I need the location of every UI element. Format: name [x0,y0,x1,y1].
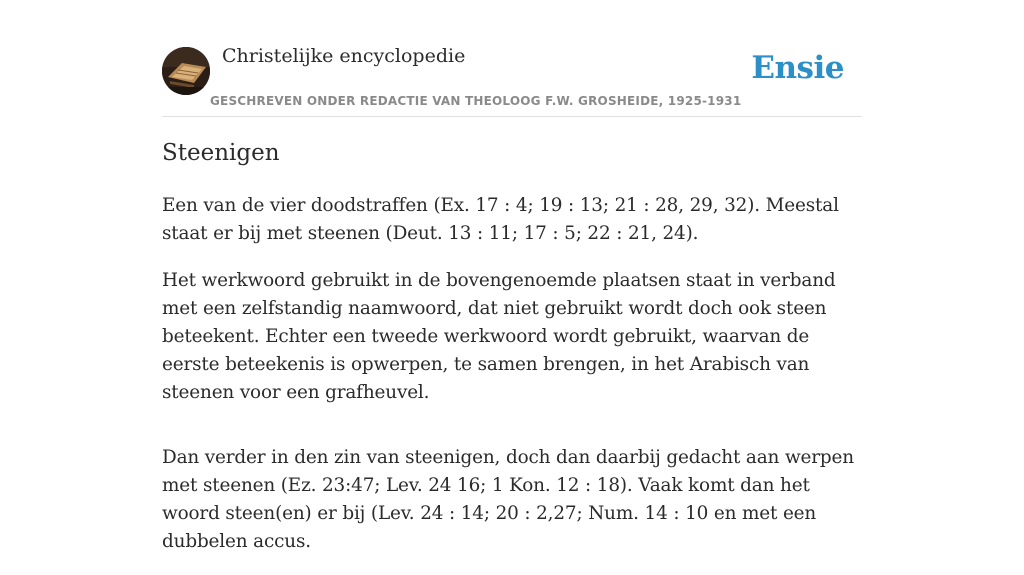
page [162,0,862,552]
brand-logo[interactable]: Ensie [751,50,844,86]
site-subtitle: GESCHREVEN ONDER REDACTIE VAN THEOLOOG F.W. GROSHEIDE, 1925-1931 [210,94,742,108]
header [162,0,862,117]
article-paragraph: Dan verder in den zin van steenigen, doch dan daarbij gedacht aan werpen met steenen (Ez. 23:47; Lev. 24 16; 1 Kon. 12 : 18). Vaak komt dan het woord steen(en) er bij (Lev. 24 : 14; 20 : 2,27; Num. 14 : 10 en met een dubbelen accus. [162,447,854,552]
book-photo-icon[interactable] [162,47,210,95]
article-body [162,192,862,575]
article-paragraph: Het werkwoord gebruikt in de bovengenoemde plaatsen staat in verband met een zelfstandig naamwoord, dat niet gebruikt wordt doch ook steen beteekent. Echter een tweede werkwoord wordt gebruikt, waarvan de eerste beteekenis is opwerpen, te samen brengen, in het Arabisch van steenen voor een grafheuvel. [162,270,836,403]
article-title: Steenigen [162,140,280,166]
article-paragraph: Een van de vier doodstraffen (Ex. 17 : 4; 19 : 13; 21 : 28, 29, 32). Meestal staat er bij met steenen (Deut. 13 : 11; 17 : 5; 22 : 21, 24). [162,195,839,244]
site-title[interactable]: Christelijke encyclopedie [222,45,466,67]
